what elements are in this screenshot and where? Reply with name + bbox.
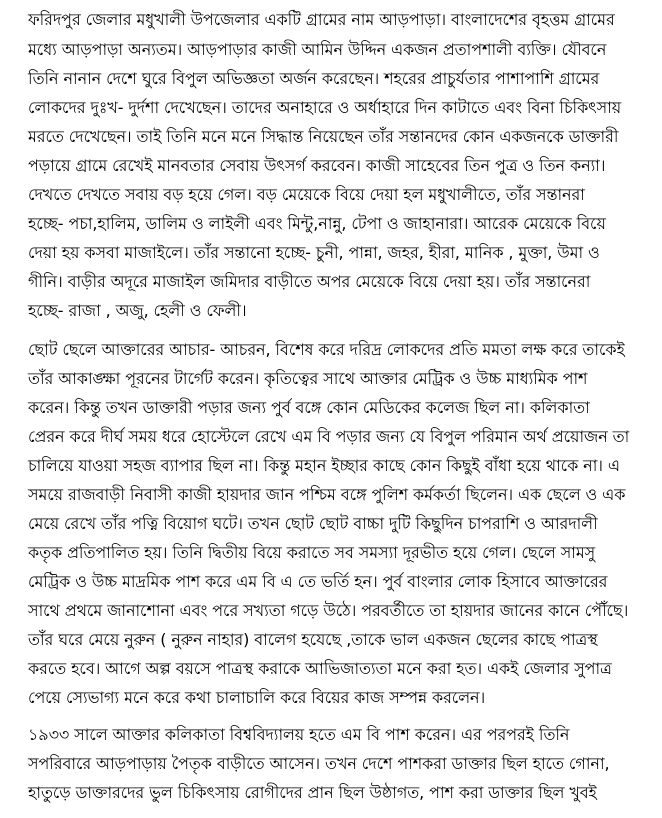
- text-line: লোকদের দুঃখ- দুর্দশা দেখেছেন। তাদের অনাহারে ও অর্ধাহারে দিন কাটাতে এবং বিনা চিকিৎসায়: [28, 98, 622, 117]
- text-line: কতৃক প্রতিপালিত হয়। তিনি দ্বিতীয় বিয়ে করাতে সব সমস্যা দূরভীত হয়ে গেল। ছেলে সামসু: [28, 543, 596, 562]
- text-line: সাথে প্রথমে জানাশোনা এবং পরে সখ্যতা গড়ে উঠে। পরবর্তীতে তা হায়দার জানের কানে পৌঁছে।: [28, 601, 629, 620]
- text-line: করেন। কিন্তু তখন ডাক্তারী পড়ার জন্য পুর্ব বঙ্গে কোন মেডিকের কলেজ ছিল না। কলিকাতা: [28, 398, 590, 417]
- text-line: হচ্ছে- রাজা , অজু, হেলী ও ফেলী।: [28, 301, 247, 320]
- text-line: তাঁর আকাঙ্ক্ষা পূরনের টার্গেট করেন। কৃতিত্বের সাথে আক্তার মেট্রিক ও উচ্চ মাধ্যমিক পাশ: [28, 369, 588, 388]
- text-line: চালিয়ে যাওয়া সহজ ব্যাপার ছিল না। কিন্তু মহান ইচ্ছার কাছে কোন কিছুই বাঁধা হয়ে থাকে না। এ: [28, 456, 620, 475]
- text-line: হাতুড়ে ডাক্তারদের ভুল চিকিৎসায় রোগীদের প্রান ছিল উষ্ঠাগত, পাশ করা ডাক্তার ছিল খুবই: [28, 783, 597, 802]
- text-line: মরতে দেখেছেন। তাই তিনি মনে মনে সিদ্ধান্ত নিয়েছেন তাঁর সন্তানদের কোন একজনকে ডাক্তারী: [28, 127, 619, 146]
- text-line: প্রেরন করে দীর্ঘ সময় ধরে হোস্টেলে রেখে এম বি পড়ার জন্য যে বিপুল পরিমান অর্থ প্রয়োজন তা: [28, 427, 630, 446]
- text-line: সপরিবারে আড়পাড়ায় পৈতৃক বাড়ীতে আসেন। তখন দেশে পাশকরা ডাক্তার ছিল হাতে গোনা,: [28, 754, 610, 773]
- text-line: ছোট ছেলে আক্তারের আচার- আচরন, বিশেষ করে দরিদ্র লোকদের প্রতি মমতা লক্ষ করে তাকেই: [28, 340, 625, 359]
- text-line: ফরিদপুর জেলার মধুখালী উপজেলার একটি গ্রামের নাম আড়পাড়া। বাংলাদেশের বৃহত্তম গ্রামের: [28, 10, 615, 29]
- text-line: তিনি নানান দেশে ঘুরে বিপুল অভিজ্ঞতা অর্জন করেছেন। শহরের প্রাচুর্যতার পাশাপাশি গ্রামের: [28, 69, 600, 88]
- text-line: দেয়া হয় কসবা মাজাইলে। তাঁর সন্তানো হচ্ছে- চুনী, পান্না, জহর, হীরা, মানিক , মুক্তা, উমা ও: [28, 243, 600, 262]
- text-line: গীনি। বাড়ীর অদূরে মাজাইল জমিদার বাড়ীতে অপর মেয়েকে বিয়ে দেয়া হয়। তাঁর সন্তানেরা: [28, 272, 591, 291]
- text-line: মেট্রিক ও উচ্চ মাদ্রমিক পাশ করে এম বি এ তে ভর্তি হন। পুর্ব বাংলার লোক হিসাবে আক্তারের: [28, 572, 608, 591]
- text-line: তাঁর ঘরে মেয়ে নুরুন ( নুরুন নাহার) বালেগ হযেছে ,তাকে ভাল একজন ছেলের কাছে পাত্রস্থ: [28, 630, 598, 649]
- text-line: দেখতে দেখতে সবায় বড় হয়ে গেল। বড় মেয়েকে বিয়ে দেয়া হল মধুখালীতে, তাঁর সন্তানরা: [28, 185, 585, 204]
- text-line: পড়ায়ে গ্রামে রেখেই মানবতার সেবায় উৎসর্গ করবেন। কাজী সাহেবের তিন পুত্র ও তিন কন্যা।: [28, 156, 606, 175]
- text-line: মেয়ে রেখে তাঁর পত্নি বিয়োগ ঘটে। তখন ছোট ছোট বাচ্চা দুটি কিছুদিন চাপরাশি ও আরদালী: [28, 514, 598, 533]
- text-line: হচ্ছে- পচা,হালিম, ডালিম ও লাইলী এবং মিন্টু,নান্নু, টেপা ও জাহানারা। আরেক মেয়েকে বিয়ে: [28, 214, 606, 233]
- text-line: পেয়ে স্যেভাগ্য মনে করে কথা চালাচালি করে বিয়ের কাজ সম্পন্ন করলেন।: [28, 688, 486, 707]
- text-line: সময়ে রাজবাড়ী নিবাসী কাজী হায়দার জান পশ্চিম বঙ্গে পুলিশ কর্মকর্তা ছিলেন। এক ছেলে ও এক: [28, 485, 626, 504]
- text-line: ১৯৩৩ সালে আক্তার কলিকাতা বিশ্ববিদ্যালয় হতে এম বি পাশ করেন। এর পরপরই তিনি: [28, 725, 570, 744]
- text-line: করতে হবে। আগে অল্প বয়সে পাত্রস্থ করাকে আভিজাত্যতা মনে করা হত। একই জেলার সুপাত্র: [28, 659, 612, 678]
- text-line: মধ্যে আড়পাড়া অন্যতম। আড়পাড়ার কাজী আমিন উদ্দিন একজন প্রতাপশালী ব্যক্তি। যৌবনে: [28, 40, 607, 59]
